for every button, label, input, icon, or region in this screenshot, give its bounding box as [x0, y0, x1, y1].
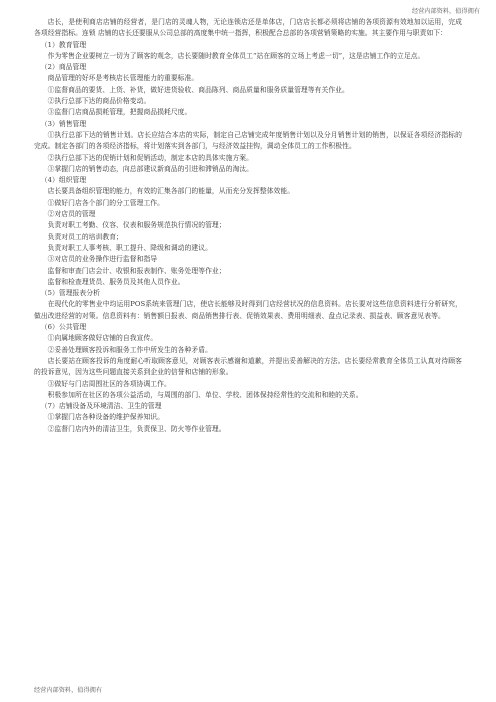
paragraph: ①向属地顾客做好店铺的自我宣传。: [47, 334, 158, 343]
paragraph: ②监督门店内外的清洁卫生，负责保卫、防火等作业管理。: [47, 424, 226, 433]
paragraph: ①监督商品的要货、上货、补货，做好进货验收、商品陈列、商品质量和服务质量管理等有关作业。: [47, 85, 349, 94]
paragraph: 积极参加所在社区的各项公益活动，与周围的部门、单位、学校、团体保持经常性的交流和和睦的关系。: [47, 390, 363, 399]
paragraph: ②执行总部下达的商品价格变动。: [47, 97, 151, 106]
paragraph: ①掌握门店各种设备的维护保养知识。: [47, 413, 164, 422]
section-title-reports: （5）管理报表分析: [40, 289, 100, 298]
paragraph: ③掌握门店的销售动态，向总部建议新商品的引进和滞销品的淘汰。: [47, 164, 253, 173]
intro-paragraph: 店长，是使利商店店铺的经营者，是门店的灵魂人物，无论连锁店还是单体店，门店店长都必须将店铺的各项资源有效地加以运用，完成各项经营指标。连锁 店铺的店长还要服从公司总部的高度集中统一指挥，积极配合总部的各项营销策略的实施。其主要作用与职责如下：: [34, 18, 462, 38]
paragraph: ①执行总部下达的销售计划。店长应结合本店的实际，制定自己店铺完成年度销售计划以及分月销售计划的销售，以保证各项经济指标的完成。制定各部门的各项经济指标，将计划落实到各部门，与经济效益挂钩，调动全体员工的工作积极性。: [34, 130, 462, 151]
section-title-organization: （4）组织管理: [40, 176, 87, 185]
paragraph: 监督和检查理货员、服务员及其他人员作业。: [47, 277, 185, 286]
paragraph: ①做好门店各个部门的分工管理工作。: [47, 198, 164, 207]
paragraph: 监督和审查门店会计、收银和报表制作、账务处理等作业；: [47, 266, 226, 275]
paragraph: 店长要具备组织管理的能力，有效的汇集各部门的能量，从而充分发挥整体效能。: [47, 187, 295, 196]
section-title-sales: （3）销售管理: [40, 119, 87, 128]
section-title-merchandise: （2）商品管理: [40, 63, 87, 72]
paragraph: ③对店员的业务操作进行监督和指导: [47, 255, 158, 264]
footer-note: 经营内部资料，值得拥有: [34, 687, 103, 694]
paragraph: ②对店员的管理: [47, 210, 96, 219]
paragraph: 负责对职工考勤、仪容、仪表和服务规范执行情况的管理；: [47, 221, 226, 230]
paragraph: 负责对员工的培训教育；: [47, 232, 123, 241]
paragraph: ③监督门店商品损耗管理，把握商品损耗尺度。: [47, 108, 192, 117]
section-title-facilities: （7）店铺设备及环境清洁、卫生的管理: [40, 402, 162, 411]
paragraph: 作为零售企业要树立一切为了顾客的观念，店长要随时教育全体员工“站在顾客的立场上考虑一切”，这是店铺工作的立足点。: [47, 51, 425, 60]
header-note: 经营内部资料，值得拥有: [411, 8, 480, 15]
paragraph: 负责对职工人事考核、职工提升、降级和调动的建议。: [47, 243, 212, 252]
section-title-education: （1）教育管理: [40, 40, 87, 49]
paragraph: 在现代化的零售业中均运用POS系统来管理门店，使店长能够及时得到门店经营状况的信息资料。店长要对这些信息资料进行分析研究，做出改进经营的对策。信息资料有：销售额日报表、商品销售排行表、促销效果表、费用明细表、盘点记录表、损益表、顾客意见表等。: [34, 300, 462, 320]
document-body: [34, 17, 462, 435]
paragraph: 商品管理的好坏是考核店长管理能力的重要标准。: [47, 74, 199, 83]
section-title-public: （6）公共管理: [40, 323, 87, 332]
paragraph: ②执行总部下达的促销计划和促销活动，制定本店的具体实施方案。: [47, 153, 253, 162]
paragraph: ②妥善处理顾客投诉和服务工作中所发生的各种矛盾。: [47, 345, 212, 354]
paragraph: ③做好与门店周围社区的各项协调工作。: [47, 379, 171, 388]
paragraph: 店长要站在顾客投诉的角度耐心听取顾客意见，对顾客表示感谢和道歉，并提出妥善解决的方法。店长要经常教育全体员工认真对待顾客的投诉意见，因为这些问题直接关系到企业的信誉和店铺的形象。: [34, 356, 462, 377]
